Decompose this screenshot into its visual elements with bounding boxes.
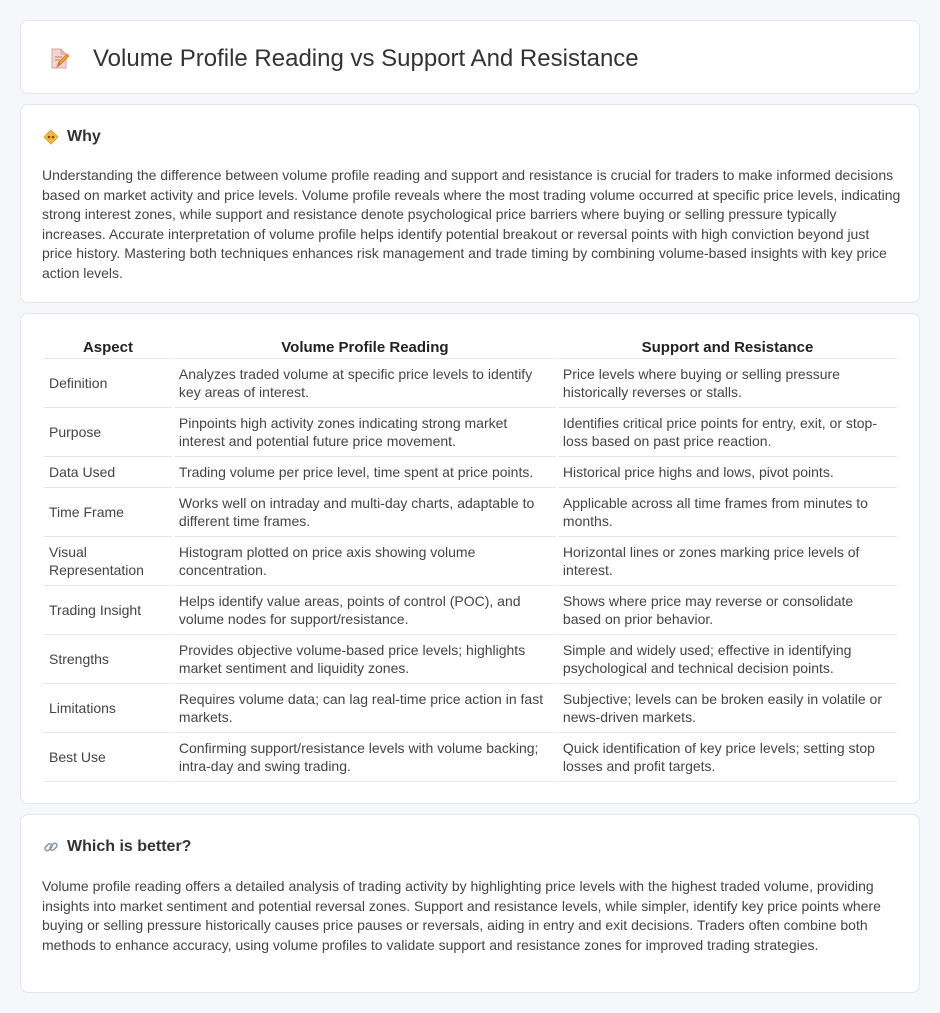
support-resistance-cell: Horizontal lines or zones marking price levels of interest.	[558, 537, 897, 586]
aspect-cell: Definition	[44, 359, 172, 408]
support-resistance-cell: Simple and widely used; effective in identifying psychological and technical decision points.	[558, 635, 897, 684]
which-is-better-section	[20, 814, 920, 993]
why-heading-text: Why	[67, 128, 101, 145]
table-header-row	[44, 334, 897, 359]
volume-profile-cell: Requires volume data; can lag real-time price action in fast markets.	[174, 684, 556, 733]
volume-profile-cell: Works well on intraday and multi-day charts, adaptable to different time frames.	[174, 488, 556, 537]
volume-profile-cell: Pinpoints high activity zones indicating strong market interest and potential future price movement.	[174, 408, 556, 457]
better-heading-text: Which is better?	[67, 838, 192, 855]
comparison-section	[20, 313, 920, 804]
aspect-cell: Visual Representation	[44, 537, 172, 586]
table-row	[44, 457, 897, 488]
header-volume-profile: Volume Profile Reading	[174, 334, 556, 359]
why-paragraph: Understanding the difference between volume profile reading and support and resistance is crucial for traders to make informed decisions based on market activity and price levels. Volume profile reveals where the most trading volume occurred at specific price levels, indicating strong interest zones, while support and resistance denote psychological price barriers where buying or selling pressure typically increases. Accurate interpretation of volume profile helps identify potential breakout or reversal points with high conviction beyond just price history. Mastering both techniques enhances risk management and trade timing by combining volume-based insights with key price action levels.	[42, 167, 901, 281]
table-row	[44, 635, 897, 684]
document-pencil-icon	[47, 47, 71, 71]
link-icon	[43, 839, 59, 855]
volume-profile-cell: Analyzes traded volume at specific price levels to identify key areas of interest.	[174, 359, 556, 408]
aspect-cell: Limitations	[44, 684, 172, 733]
support-resistance-cell: Subjective; levels can be broken easily in volatile or news-driven markets.	[558, 684, 897, 733]
table-row	[44, 586, 897, 635]
volume-profile-cell: Trading volume per price level, time spent at price points.	[174, 457, 556, 488]
table-row	[44, 537, 897, 586]
better-paragraph: Volume profile reading offers a detailed analysis of trading activity by highlighting price levels with the highest traded volume, providing insights into market sentiment and potential reversal zones. Support and resistance levels, while simpler, identify key price points where buying or selling pressure historically causes price pauses or reversals, aiding in entry and exit decisions. Traders often combine both methods to enhance accuracy, using volume profiles to validate support and resistance zones for improved trading strategies.	[42, 878, 881, 953]
volume-profile-cell: Histogram plotted on price axis showing volume concentration.	[174, 537, 556, 586]
aspect-cell: Strengths	[44, 635, 172, 684]
aspect-cell: Trading Insight	[44, 586, 172, 635]
why-section	[20, 104, 920, 303]
table-row	[44, 408, 897, 457]
table-row	[44, 488, 897, 537]
aspect-cell: Best Use	[44, 733, 172, 782]
better-heading	[43, 837, 191, 857]
aspect-cell: Data Used	[44, 457, 172, 488]
lightbulb-icon	[43, 129, 59, 145]
aspect-cell: Time Frame	[44, 488, 172, 537]
header-aspect: Aspect	[44, 334, 172, 359]
support-resistance-cell: Historical price highs and lows, pivot points.	[558, 457, 897, 488]
support-resistance-cell: Price levels where buying or selling pressure historically reverses or stalls.	[558, 359, 897, 408]
title-card	[20, 20, 920, 94]
support-resistance-cell: Applicable across all time frames from minutes to months.	[558, 488, 897, 537]
why-heading	[43, 127, 101, 147]
volume-profile-cell: Provides objective volume-based price levels; highlights market sentiment and liquidity zones.	[174, 635, 556, 684]
support-resistance-cell: Quick identification of key price levels; setting stop losses and profit targets.	[558, 733, 897, 782]
volume-profile-cell: Confirming support/resistance levels with volume backing; intra-day and swing trading.	[174, 733, 556, 782]
aspect-cell: Purpose	[44, 408, 172, 457]
table-row	[44, 684, 897, 733]
comparison-table	[42, 334, 899, 782]
page-title: Volume Profile Reading vs Support And Resistance	[93, 45, 639, 72]
support-resistance-cell: Identifies critical price points for entry, exit, or stop-loss based on past price reaction.	[558, 408, 897, 457]
header-support-resistance: Support and Resistance	[558, 334, 897, 359]
table-row	[44, 359, 897, 408]
volume-profile-cell: Helps identify value areas, points of control (POC), and volume nodes for support/resistance.	[174, 586, 556, 635]
table-row	[44, 733, 897, 782]
support-resistance-cell: Shows where price may reverse or consolidate based on prior behavior.	[558, 586, 897, 635]
